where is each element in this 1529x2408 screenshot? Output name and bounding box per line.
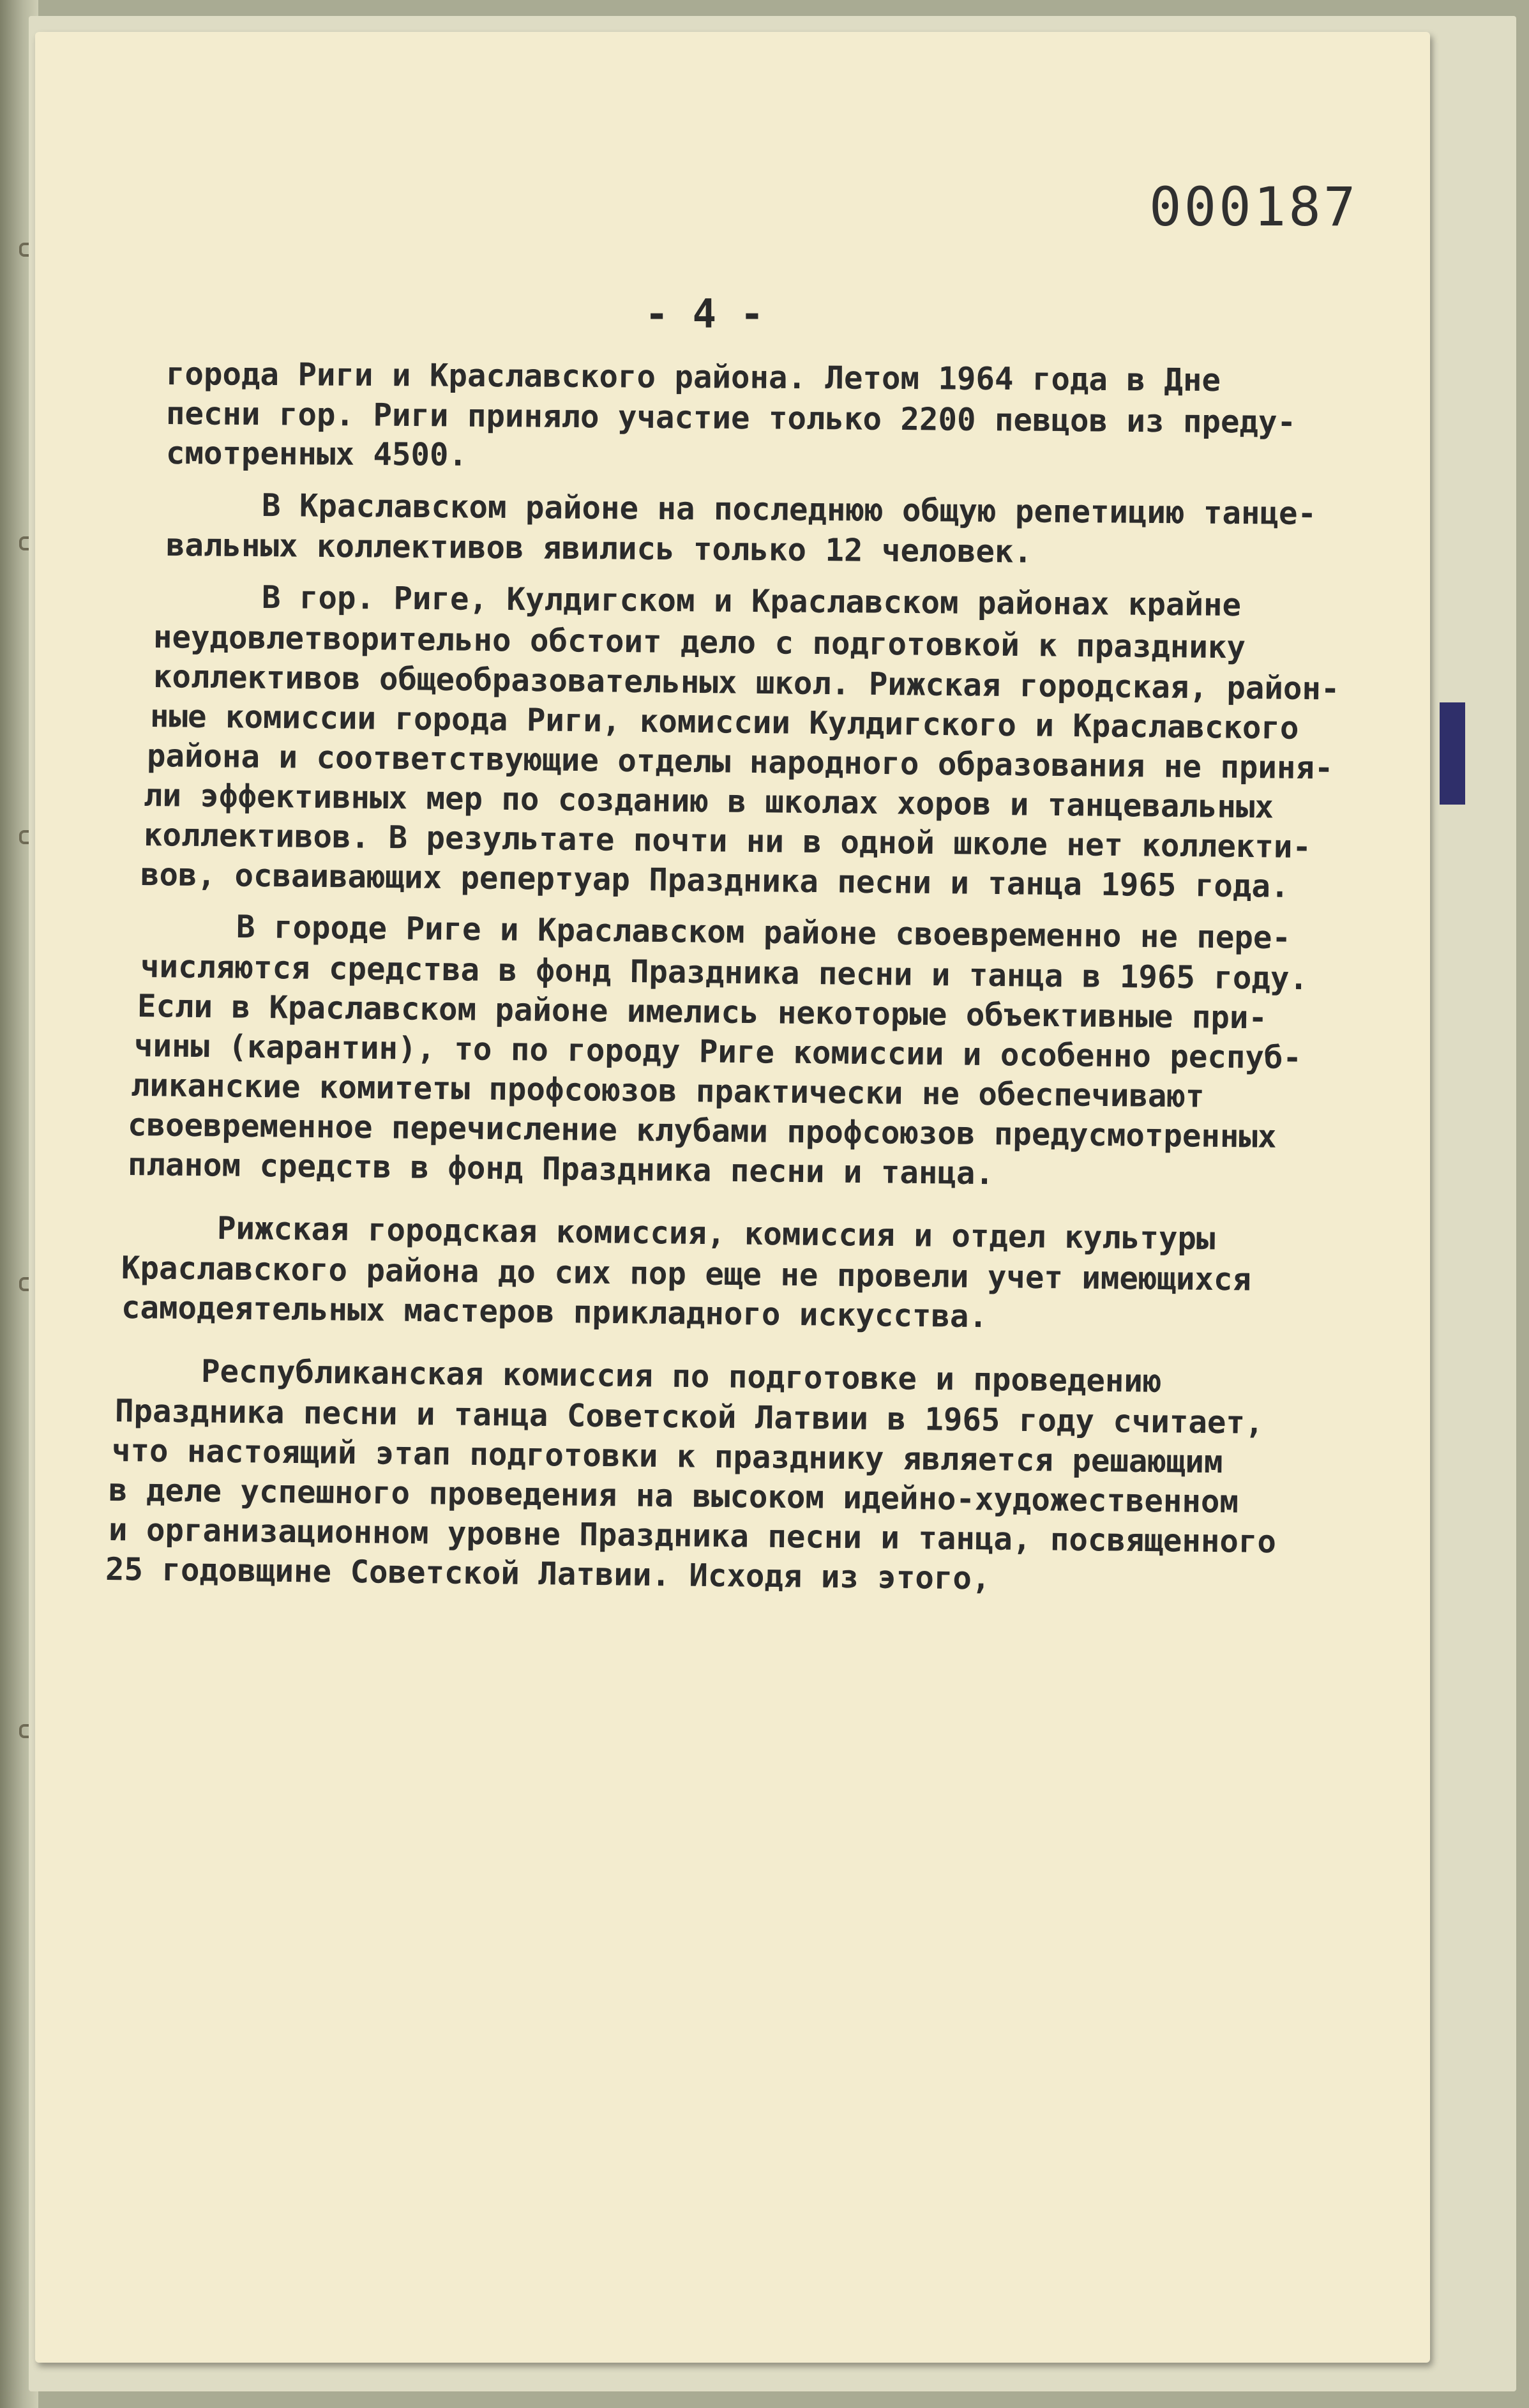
text-line: В городе Риге и Краславском районе своевременно не пере- [236,909,1292,957]
text-line: В Краславском районе на последнюю общую репетицию танце- [261,487,1317,532]
text-line: Если в Краславском районе имелись некоторые объективные при- [137,988,1268,1036]
text-line: неудовлетворительно обстоит дело с подготовкой к празднику [153,619,1246,666]
text-line: чины (карантин), то по городу Риге комиссии и особенно респуб- [133,1027,1302,1077]
text-line: планом средств в фонд Праздника песни и танца. [127,1146,995,1192]
text-line: 25 годовщине Советской Латвии. Исходя из этого, [105,1551,991,1597]
text-line: коллективов общеобразовательных школ. Рижская городская, район- [153,658,1340,708]
text-line: Праздника песни и танца Советской Латвии в 1965 году считает, [114,1393,1264,1441]
text-line: и организационном уровне Праздника песни и танца, посвященного [108,1511,1277,1561]
text-line: вов, осваивающих репертуар Праздника песни и танца 1965 года. [140,856,1290,905]
text-line: ликанские комитеты профсоюзов практически не обеспечивают [130,1067,1205,1115]
text-line: Рижская городская комиссия, комиссия и отдел культуры [216,1210,1216,1257]
text-line: песни гор. Риги приняло участие только 2200 певцов из преду- [165,395,1297,441]
text-line: В гор. Риге, Кулдигском и Краславском районах крайне [261,579,1242,624]
text-line: самодеятельных мастеров прикладного искусства. [121,1289,988,1335]
folder-tab [1440,702,1465,805]
text-line: в деле успешного проведения на высоком идейно-художественном [108,1472,1239,1520]
text-line: коллективов. В результате почти ни в одной школе нет коллекти- [143,817,1312,866]
text-line: Республиканская комиссия по подготовке и проведению [200,1353,1162,1400]
text-line: ли эффективных мер по созданию в школах хоров и танцевальных [143,777,1274,826]
document-body [105,354,1417,1597]
text-line: числяются средства в фонд Праздника песни и танца в 1965 году. [140,948,1309,997]
text-line: города Риги и Краславского района. Летом 1964 года в Дне [165,356,1221,399]
text-line: Краславского района до сих пор еще не провели учет имеющихся [121,1250,1252,1298]
text-line: ные комиссии города Риги, комиссии Кулдигского и Краславского [149,698,1299,746]
text-line: смотренных 4500. [165,435,468,473]
page-number: - 4 - [645,291,764,337]
archive-number: 000187 [1149,176,1359,238]
text-line: своевременное перечисление клубами профсоюзов предусмотренных [127,1107,1277,1155]
text-line: что настоящий этап подготовки к празднику является решающим [111,1432,1223,1481]
text-line: района и соответствующие отделы народного образования не приня- [146,738,1334,787]
text-line: вальных коллективов явились только 12 человек. [165,527,1033,570]
